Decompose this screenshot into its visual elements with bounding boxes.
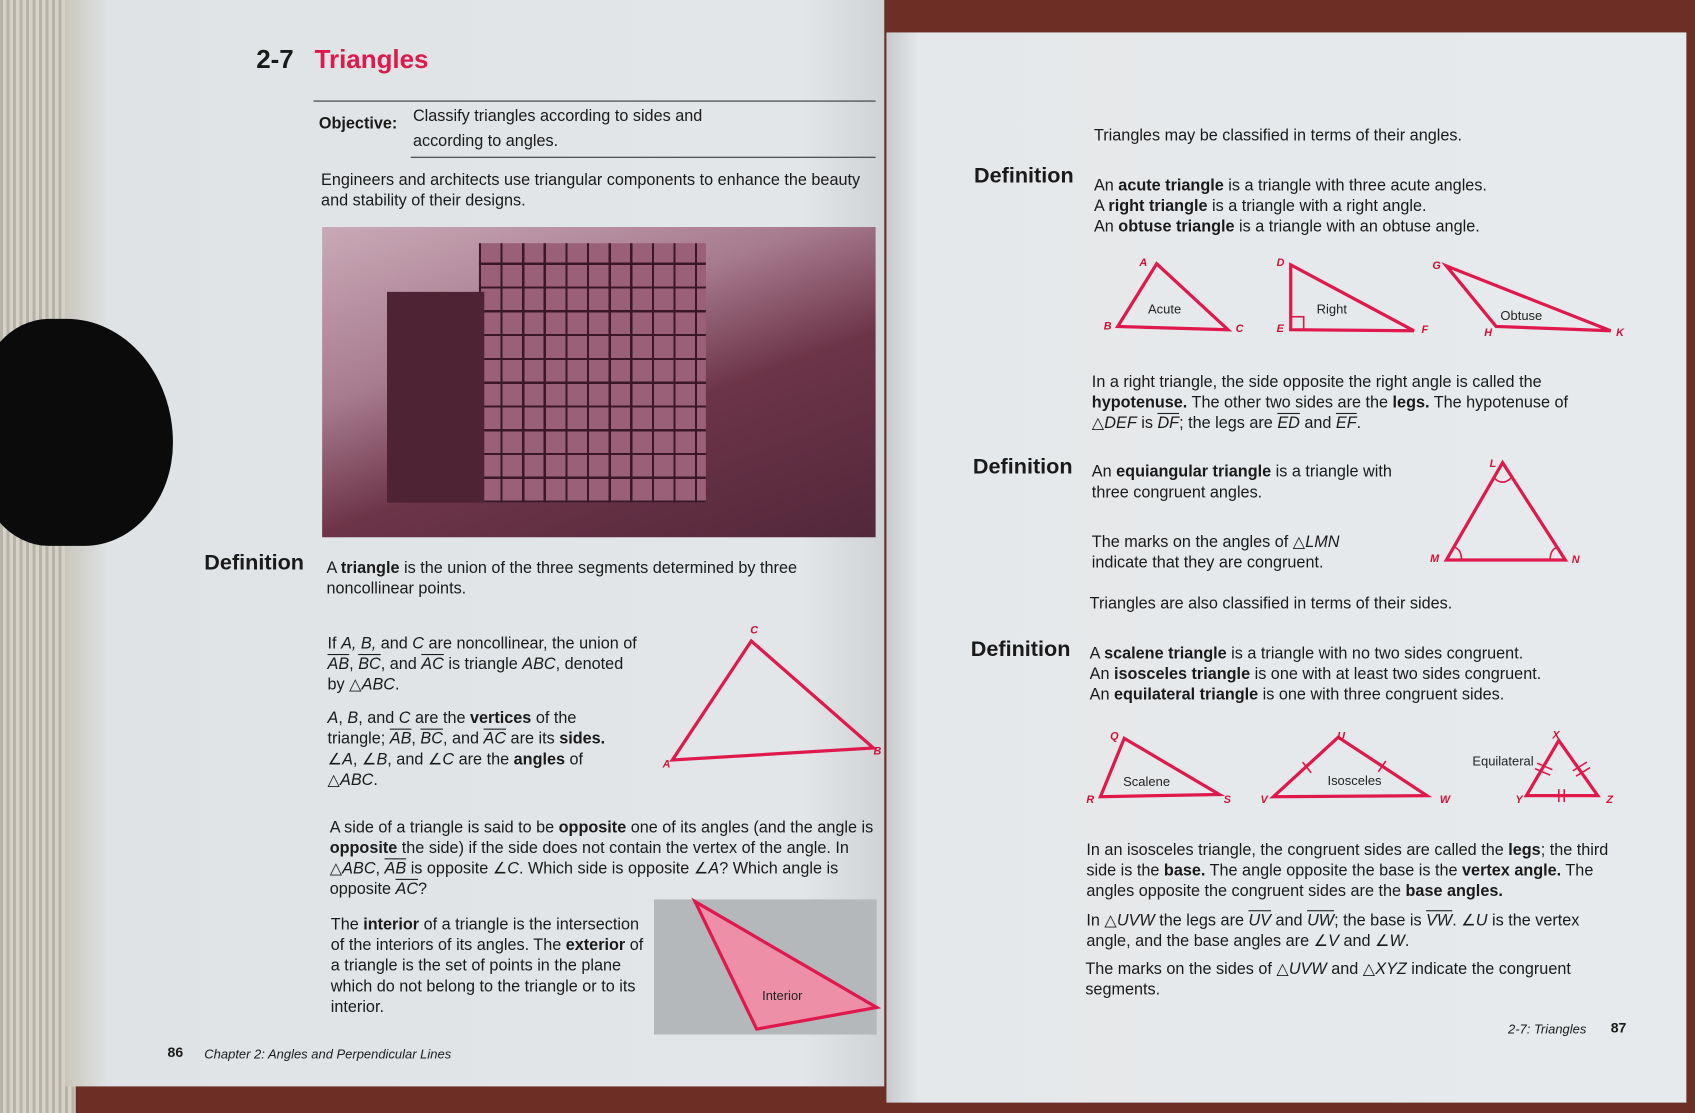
text-segment: is a triangle with no two sides congruent. (1226, 644, 1524, 663)
text-segment: of △ (327, 750, 584, 790)
paragraph-interior (331, 915, 647, 1018)
term: base. (1163, 861, 1206, 880)
text-segment: is a triangle with an obtuse angle. (1234, 217, 1480, 236)
text-segment: A (326, 558, 341, 578)
vertex-label: K (1616, 327, 1624, 340)
text-segment: $\overline{DF}$ (1157, 414, 1180, 433)
paragraph-uvw (1086, 910, 1621, 951)
term: vertices (470, 709, 532, 728)
text-segment: A (342, 750, 353, 769)
text-segment: . (394, 675, 400, 695)
term: scalene triangle (1104, 644, 1227, 663)
text-segment: DEF (1104, 414, 1137, 433)
text-segment: A (1089, 644, 1105, 663)
text-segment: $\overline{UV}$ (1248, 911, 1272, 930)
text-segment: If (327, 634, 342, 653)
vertex-label-b: B (873, 745, 882, 758)
text-segment: UVW (1288, 959, 1327, 979)
text-segment: C (398, 709, 411, 728)
divider (411, 157, 876, 158)
vertex-label: R (1086, 794, 1095, 807)
text-segment: The angles opposite the congruent sides are the (1086, 861, 1594, 901)
text-segment: The marks on the sides of △ (1085, 959, 1289, 979)
text-segment: $\overline{BC}$ (358, 655, 381, 674)
text-segment: $\overline{VW}$ (1426, 911, 1453, 930)
obtuse-label: Obtuse (1500, 308, 1543, 324)
term: vertex angle. (1462, 861, 1562, 880)
vertex-label: W (1439, 794, 1451, 807)
footer-left: Chapter 2: Angles and Perpendicular Lines (204, 1046, 452, 1062)
text-segment: and (1299, 414, 1336, 433)
term: equiangular triangle (1116, 462, 1272, 482)
text-segment: , (338, 709, 348, 728)
text-segment: C (412, 634, 425, 653)
text-segment: , (375, 859, 385, 878)
text-segment: V (1328, 931, 1339, 951)
term: acute triangle (1118, 176, 1224, 195)
text-segment: . (373, 770, 378, 790)
paragraph-angle-marks (1092, 532, 1362, 573)
text-segment: $\overline{AC}$ (483, 729, 507, 749)
text-segment: are noncollinear, the union of (424, 634, 637, 653)
scalene-label: Scalene (1123, 773, 1171, 790)
text-segment: one of its angles (and the angle is (626, 818, 874, 837)
vertex-label: A (1139, 257, 1148, 270)
term: hypotenuse. (1091, 393, 1188, 412)
vertex-label-c: C (750, 624, 759, 637)
vertex-label: Y (1515, 794, 1523, 807)
vertex-label: S (1223, 794, 1231, 807)
paragraph-side-marks (1085, 959, 1620, 1000)
vertex-label: U (1337, 730, 1346, 743)
def-right (1094, 196, 1427, 217)
text-segment: An (1093, 217, 1119, 236)
def-equiangular (1092, 462, 1395, 503)
text-segment: of the triangle; (327, 709, 577, 749)
paragraph-union (328, 633, 641, 695)
text-segment: indicate that they are congruent. (1091, 553, 1324, 572)
vertex-label: B (1103, 321, 1112, 333)
text-segment: $\overline{AC}$ (395, 879, 419, 899)
term: interior (363, 915, 420, 934)
building-photo (322, 227, 875, 537)
text-segment: The hypotenuse of △ (1091, 393, 1569, 433)
vertex-label-a: A (662, 758, 671, 771)
right-label: Right (1316, 301, 1347, 317)
text-segment: A (327, 709, 339, 728)
section-title: Triangles (314, 45, 429, 75)
text-segment: The marks on the angles of △ (1091, 532, 1306, 552)
text-segment: . (1404, 931, 1410, 951)
vertex-label: G (1432, 260, 1441, 273)
text-segment: In an isosceles triangle, the congruent sides are called the (1086, 841, 1509, 860)
text-segment: C (507, 859, 519, 878)
definition-heading: Definition (970, 637, 1071, 662)
text-segment: is the union of the three segments determined by three noncollinear points. (326, 558, 798, 598)
vertex-label: D (1276, 257, 1285, 270)
text-segment: ; the third side is the (1086, 841, 1609, 880)
text-segment: $\overline{AC}$ (421, 655, 444, 674)
paragraph-hypotenuse (1092, 372, 1611, 434)
text-segment: ? Which angle is opposite (329, 859, 839, 899)
text-segment: , and ∠ (387, 750, 443, 769)
vertex-label: H (1484, 327, 1493, 340)
vertex-label: X (1552, 729, 1560, 742)
text-segment: The (330, 915, 364, 934)
text-segment: ∠ (327, 750, 343, 769)
triangle-definition (326, 558, 872, 599)
vertex-label: M (1430, 553, 1440, 566)
text-segment: $\overline{AB}$ (389, 729, 412, 749)
text-segment: and △ (1326, 959, 1376, 979)
intro-text: Engineers and architects use triangular components to enhance the beauty and stability of their designs. (321, 170, 861, 210)
text-segment: $\overline{BC}$ (420, 729, 443, 749)
definition-heading: Definition (972, 455, 1073, 479)
text-segment: $\overline{UW}$ (1307, 911, 1335, 930)
objective-line-1: Classify triangles according to sides and (412, 107, 703, 126)
vertex-label: Z (1606, 794, 1613, 807)
text-segment: U (1475, 911, 1488, 930)
text-segment: is one with three congruent sides. (1258, 685, 1505, 704)
footer-right: 2-7: Triangles (1507, 1021, 1587, 1037)
text-segment: ABC (340, 770, 374, 790)
term: right triangle (1108, 196, 1208, 216)
text-segment: C (442, 750, 455, 769)
vertex-label: V (1260, 794, 1268, 807)
text-segment: An (1093, 176, 1119, 195)
text-segment: is one with at least two sides congruent. (1250, 664, 1542, 684)
def-acute (1094, 175, 1487, 196)
section-number: 2-7 (256, 45, 294, 75)
intro-sides: Triangles are also classified in terms of their sides. (1089, 594, 1453, 613)
text-segment: ABC (361, 675, 395, 695)
term: exterior (565, 936, 626, 955)
text-segment: ; the base is (1334, 911, 1427, 930)
text-segment: is a triangle with three acute angles. (1223, 176, 1487, 195)
text-segment: . Which side is opposite ∠ (518, 859, 709, 878)
text-segment: B (347, 709, 359, 728)
text-segment: is (1136, 414, 1158, 433)
term: legs. (1392, 393, 1430, 412)
text-segment: The angle opposite the base is the (1205, 861, 1463, 880)
paragraph-vertices (328, 708, 631, 790)
text-segment: , and (358, 709, 399, 728)
definition-heading: Definition (973, 164, 1074, 189)
text-segment: are the (410, 709, 471, 728)
term: obtuse triangle (1118, 217, 1235, 236)
text-segment: , ∠ (352, 750, 377, 769)
def-scalene (1090, 643, 1524, 664)
vertex-label: C (1235, 323, 1244, 336)
text-segment: , and (380, 655, 422, 674)
text-segment: A (1093, 196, 1109, 216)
text-segment: In a right triangle, the side opposite the right angle is called the (1091, 372, 1542, 392)
term: base angles. (1405, 882, 1503, 901)
def-isosceles (1090, 664, 1542, 685)
text-segment: of a triangle is the set of points in the plane which do not belong to the triangle or to its interior. (330, 936, 644, 1017)
text-segment: . (1356, 414, 1362, 433)
text-segment: A, B, (341, 634, 377, 653)
text-segment: An (1091, 462, 1117, 482)
triangle-abc-figure (659, 624, 886, 778)
text-segment: ? (418, 879, 428, 899)
text-segment: $\overline{ED}$ (1277, 414, 1300, 433)
vertex-label: F (1421, 324, 1429, 337)
text-segment: $\overline{EF}$ (1335, 414, 1357, 433)
term: opposite (558, 818, 627, 837)
interior-figure (654, 899, 877, 1034)
text-segment: B (376, 750, 388, 769)
objective-label: Objective: (318, 114, 398, 133)
angle-classification-figure (1103, 259, 1633, 340)
page-number-right: 87 (1610, 1019, 1627, 1036)
acute-label: Acute (1148, 301, 1182, 317)
definition-heading: Definition (204, 551, 304, 576)
text-segment: is opposite ∠ (406, 859, 508, 878)
text-segment: the side) if the side does not contain the vertex of the angle. In △ (329, 838, 849, 878)
text-segment: and (1271, 911, 1308, 930)
term: angles (513, 750, 566, 769)
text-segment: and (376, 634, 413, 653)
text-segment: In △ (1086, 911, 1117, 930)
text-segment: . ∠ (1452, 911, 1476, 930)
text-segment: An (1089, 685, 1114, 704)
paragraph-opposite (330, 817, 881, 899)
text-segment: , (411, 729, 421, 749)
term: sides. (559, 729, 606, 749)
isosceles-label: Isosceles (1327, 772, 1382, 789)
paragraph-isosceles (1086, 840, 1632, 902)
term: legs (1508, 841, 1541, 860)
divider (313, 101, 875, 102)
equilateral-label: Equilateral (1472, 753, 1534, 769)
text-segment: The other two sides are the (1187, 393, 1393, 412)
page-number-left: 86 (167, 1044, 184, 1061)
text-segment: W (1389, 931, 1405, 951)
text-segment: is the vertex angle, and the base angles are ∠ (1086, 911, 1580, 951)
text-segment: A (708, 859, 720, 878)
text-segment: indicate the congruent segments. (1085, 959, 1571, 999)
def-equilateral (1090, 684, 1505, 705)
text-segment: A side of a triangle is said to be (329, 818, 559, 837)
vertex-label: N (1571, 554, 1580, 567)
vertex-label: L (1489, 458, 1497, 471)
text-segment: of a triangle is the intersection of the interiors of its angles. The (330, 915, 640, 955)
text-segment: are its (506, 729, 560, 749)
def-obtuse (1094, 216, 1480, 237)
text-segment: the legs are (1154, 911, 1249, 930)
text-segment: is a triangle with three congruent angles. (1091, 462, 1392, 502)
text-segment: , (349, 655, 359, 674)
text-segment: is a triangle with a right angle. (1207, 196, 1427, 216)
interior-label: Interior (762, 988, 803, 1004)
text-segment: XYZ (1375, 959, 1407, 979)
text-segment: ABC (522, 655, 556, 674)
term: opposite (329, 838, 398, 858)
vertex-label: Q (1110, 730, 1119, 743)
intro-angles: Triangles may be classified in terms of their angles. (1093, 126, 1462, 145)
term: equilateral triangle (1113, 685, 1259, 704)
text-segment: LMN (1305, 532, 1340, 552)
text-segment: UVW (1116, 911, 1155, 930)
objective-line-2: according to angles. (412, 131, 559, 151)
text-segment: , and (442, 729, 484, 749)
text-segment: ABC (342, 859, 376, 878)
text-segment: ; the legs are (1179, 414, 1278, 433)
text-segment: $\overline{AB}$ (327, 655, 350, 674)
text-segment: are the (454, 750, 514, 769)
text-segment: is triangle (443, 655, 523, 674)
equiangular-figure (1438, 454, 1589, 568)
text-segment: An (1089, 664, 1114, 684)
text-segment: and ∠ (1338, 931, 1390, 951)
text-segment: , denoted by △ (327, 655, 624, 695)
vertex-label: E (1276, 323, 1284, 336)
text-segment: $\overline{AB}$ (384, 859, 407, 878)
term: triangle (340, 558, 400, 578)
term: isosceles triangle (1113, 664, 1251, 684)
